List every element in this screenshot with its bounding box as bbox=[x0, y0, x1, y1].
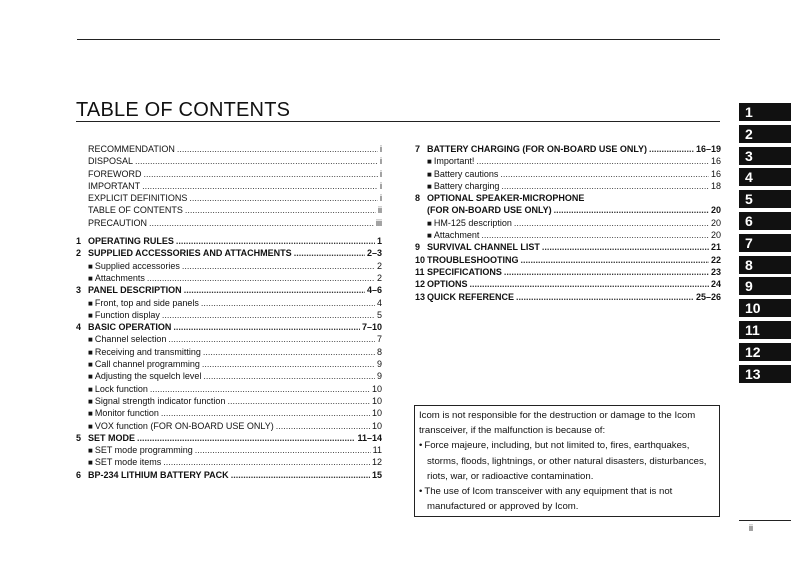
toc-leader-dots bbox=[586, 192, 719, 204]
bullet-marker: • bbox=[419, 486, 423, 498]
section-tabs bbox=[739, 103, 791, 386]
toc-entry-number: 1 bbox=[76, 236, 82, 247]
toc-entry-number bbox=[76, 192, 88, 204]
toc-leader-dots bbox=[203, 370, 375, 382]
disclaimer-item-text: Force majeure, including, but not limited to, fires, earthquakes, storms, floods, lightnings, or other natural disasters, disturbances, riots, war, or radioactive contamination. bbox=[424, 440, 707, 482]
toc-entry-number: 9 bbox=[415, 242, 421, 253]
toc-entry-page: 10 bbox=[371, 383, 382, 394]
toc-leader-dots bbox=[521, 254, 709, 266]
toc-entry[interactable] bbox=[415, 278, 721, 290]
toc-entry-text: Monitor function bbox=[94, 408, 159, 419]
toc-entry[interactable] bbox=[76, 247, 382, 259]
toc-entry-number bbox=[76, 143, 88, 155]
toc-leader-dots bbox=[142, 180, 378, 192]
toc-right-column bbox=[415, 143, 721, 303]
toc-entry-page: i bbox=[380, 156, 382, 167]
toc-entry[interactable] bbox=[76, 143, 382, 155]
toc-entry-number: 13 bbox=[415, 291, 426, 302]
bullet-square-icon: ■ bbox=[88, 396, 93, 406]
toc-entry-text: Attachments bbox=[94, 272, 145, 283]
toc-entry-label bbox=[88, 333, 166, 345]
toc-entry-text: Channel selection bbox=[94, 334, 167, 345]
toc-entry-label bbox=[88, 420, 274, 432]
toc-entry-label bbox=[427, 254, 519, 266]
toc-entry-number: 2 bbox=[76, 248, 82, 259]
bullet-square-icon: ■ bbox=[88, 458, 93, 468]
toc-entry-label bbox=[88, 168, 142, 180]
toc-entry[interactable] bbox=[76, 168, 382, 180]
toc-entry-number: 8 bbox=[415, 193, 421, 204]
toc-entry-label bbox=[88, 309, 160, 321]
toc-entry-label bbox=[88, 217, 147, 229]
toc-leader-dots bbox=[542, 241, 709, 253]
toc-entry-page: 16 bbox=[710, 168, 721, 179]
section-tab-10[interactable]: 10 bbox=[739, 299, 791, 317]
toc-leader-dots bbox=[227, 395, 370, 407]
toc-entry-page: 18 bbox=[710, 180, 721, 191]
toc-entry-page: 20 bbox=[710, 205, 721, 216]
toc-entry-label bbox=[427, 168, 498, 180]
bullet-square-icon: ■ bbox=[88, 360, 93, 370]
page-number-rule bbox=[739, 520, 791, 521]
disclaimer-item bbox=[419, 438, 715, 484]
toc-entry-label bbox=[427, 180, 499, 192]
toc-entry-label bbox=[88, 272, 145, 284]
toc-entry-text: RECOMMENDATION bbox=[88, 144, 175, 154]
toc-entry-page: 20 bbox=[710, 230, 721, 241]
toc-leader-dots bbox=[168, 333, 375, 345]
toc-entry[interactable] bbox=[76, 309, 382, 321]
toc-entry-number bbox=[76, 180, 88, 192]
toc-entry-label bbox=[427, 229, 479, 241]
toc-entry-text: SET MODE bbox=[88, 432, 136, 443]
bullet-marker: • bbox=[419, 440, 423, 452]
toc-entry-label bbox=[88, 180, 140, 192]
toc-entry-text: EXPLICIT DEFINITIONS bbox=[88, 193, 188, 204]
disclaimer-item-text: The use of Icom transceiver with any equipment that is not manufactured or approved by Icom. bbox=[424, 486, 673, 513]
toc-entry-text: VOX function (FOR ON-BOARD USE ONLY) bbox=[94, 420, 274, 431]
toc-entry-number: 4 bbox=[76, 322, 82, 333]
toc-entry-page: 7 bbox=[376, 334, 382, 345]
toc-entry-page: 23 bbox=[710, 266, 721, 277]
toc-entry[interactable] bbox=[76, 321, 382, 333]
toc-leader-dots bbox=[470, 278, 709, 290]
toc-entry-page: 7–10 bbox=[361, 322, 382, 333]
toc-leader-dots bbox=[202, 358, 375, 370]
toc-leader-dots bbox=[195, 444, 371, 456]
toc-entry-number: 11 bbox=[415, 266, 425, 277]
toc-entry-page: iii bbox=[376, 217, 382, 228]
bullet-square-icon: ■ bbox=[88, 409, 93, 419]
toc-entry-text: IMPORTANT bbox=[88, 180, 141, 191]
toc-entry-page: 11–14 bbox=[357, 432, 382, 443]
section-tab-13[interactable]: 13 bbox=[739, 365, 791, 383]
toc-entry[interactable] bbox=[415, 204, 721, 216]
toc-entry-page: ii bbox=[378, 205, 382, 216]
toc-entry-text: Battery cautions bbox=[433, 168, 499, 179]
toc-entry-text: SURVIVAL CHANNEL LIST bbox=[427, 242, 540, 253]
toc-entry-label bbox=[88, 192, 187, 204]
toc-entry-number bbox=[76, 155, 88, 167]
toc-entry-text: DISPOSAL bbox=[88, 156, 134, 167]
page-number: ii bbox=[749, 523, 753, 533]
toc-entry-page: 15 bbox=[371, 469, 382, 480]
toc-entry-page: 21 bbox=[710, 242, 721, 253]
disclaimer-intro: Icom is not responsible for the destruction or damage to the Icom transceiver, if the malfunction is because of: bbox=[419, 410, 696, 437]
toc-leader-dots bbox=[137, 432, 355, 444]
toc-entry-text: OPERATING RULES bbox=[88, 236, 174, 247]
toc-entry-page: 8 bbox=[376, 346, 382, 357]
toc-entry-label bbox=[88, 456, 161, 468]
toc-entry-page: 9 bbox=[376, 371, 382, 382]
toc-entry-text: BATTERY CHARGING (FOR ON-BOARD USE ONLY) bbox=[427, 144, 648, 154]
toc-entry-text: BP-234 LITHIUM BATTERY PACK bbox=[88, 469, 229, 480]
toc-entry-text: OPTIONS bbox=[427, 279, 468, 290]
disclaimer-list bbox=[419, 438, 715, 514]
toc-leader-dots bbox=[161, 407, 370, 419]
toc-leader-dots bbox=[185, 204, 376, 216]
toc-entry-label bbox=[427, 266, 502, 278]
toc-entry-page: 5 bbox=[376, 309, 382, 320]
toc-entry-page: i bbox=[380, 180, 382, 191]
toc-entry-text: PRECAUTION bbox=[88, 217, 148, 228]
toc-entry[interactable] bbox=[76, 297, 382, 309]
toc-entry-text: SET mode items bbox=[94, 457, 162, 468]
toc-entry[interactable] bbox=[76, 469, 382, 481]
toc-leader-dots bbox=[173, 321, 360, 333]
bullet-square-icon: ■ bbox=[427, 218, 432, 228]
toc-entry-text: QUICK REFERENCE bbox=[427, 291, 515, 302]
toc-entry-text: OPTIONAL SPEAKER-MICROPHONE bbox=[427, 193, 585, 204]
toc-leader-dots bbox=[649, 143, 694, 155]
toc-entry-page: i bbox=[380, 144, 382, 154]
toc-entry-label bbox=[88, 235, 174, 247]
toc-entry-label bbox=[88, 346, 201, 358]
toc-leader-dots bbox=[500, 168, 709, 180]
section-tab-8[interactable]: 8 bbox=[739, 256, 791, 274]
toc-entry[interactable] bbox=[415, 217, 721, 229]
toc-entry-number: 6 bbox=[76, 469, 82, 480]
toc-entry-label bbox=[88, 469, 229, 481]
toc-leader-dots bbox=[184, 284, 365, 296]
toc-entry-label bbox=[88, 284, 182, 296]
toc-entry-label bbox=[88, 370, 201, 382]
toc-entry-number bbox=[415, 204, 427, 216]
toc-entry[interactable] bbox=[76, 204, 382, 216]
top-rule bbox=[77, 39, 720, 40]
section-tab-11[interactable]: 11 bbox=[739, 321, 791, 339]
toc-entry-text: SPECIFICATIONS bbox=[427, 266, 502, 277]
toc-entry-text: HM-125 description bbox=[433, 217, 512, 228]
toc-leader-dots bbox=[177, 143, 378, 155]
toc-entry-text: BASIC OPERATION bbox=[88, 322, 172, 333]
toc-leader-dots bbox=[150, 383, 370, 395]
toc-entry-label bbox=[88, 143, 175, 155]
toc-leader-dots bbox=[149, 217, 374, 229]
toc-entry-page: 1 bbox=[376, 236, 382, 247]
section-tab-1[interactable]: 1 bbox=[739, 103, 791, 121]
toc-leader-dots bbox=[135, 155, 378, 167]
toc-entry-number: 10 bbox=[415, 254, 426, 265]
toc-entry[interactable] bbox=[76, 284, 382, 296]
toc-entry-label bbox=[88, 383, 148, 395]
toc-entry-text: Signal strength indicator function bbox=[94, 395, 226, 406]
toc-entry-label bbox=[88, 407, 159, 419]
toc-entry-page: 4–6 bbox=[366, 285, 382, 296]
toc-entry-label bbox=[427, 217, 512, 229]
toc-entry[interactable] bbox=[76, 407, 382, 419]
toc-entry[interactable] bbox=[76, 217, 382, 229]
toc-entry-text: Call channel programming bbox=[94, 359, 200, 370]
toc-entry[interactable] bbox=[76, 370, 382, 382]
toc-entry[interactable] bbox=[415, 180, 721, 192]
toc-entry[interactable] bbox=[76, 155, 382, 167]
toc-entry-page: 20 bbox=[710, 217, 721, 228]
toc-entry-text: Adjusting the squelch level bbox=[94, 371, 202, 382]
toc-entry-number: 12 bbox=[415, 279, 426, 290]
bullet-square-icon: ■ bbox=[88, 446, 93, 456]
toc-entry-page: 11 bbox=[372, 445, 382, 456]
toc-entry[interactable] bbox=[415, 266, 721, 278]
bullet-square-icon: ■ bbox=[88, 347, 93, 357]
toc-entry-page: 2 bbox=[376, 272, 382, 283]
bullet-square-icon: ■ bbox=[88, 273, 93, 283]
toc-entry-page: 4 bbox=[376, 297, 382, 308]
toc-entry-page: 24 bbox=[710, 279, 721, 290]
toc-entry-label bbox=[88, 260, 180, 272]
toc-entry[interactable] bbox=[76, 444, 382, 456]
toc-entry-text: PANEL DESCRIPTION bbox=[88, 285, 182, 296]
toc-entry[interactable] bbox=[415, 291, 721, 303]
bullet-square-icon: ■ bbox=[88, 298, 93, 308]
toc-entry[interactable] bbox=[415, 168, 721, 180]
toc-entry[interactable] bbox=[76, 192, 382, 204]
toc-entry-label bbox=[88, 358, 200, 370]
bullet-square-icon: ■ bbox=[427, 231, 432, 241]
toc-entry[interactable] bbox=[76, 180, 382, 192]
toc-left-column bbox=[76, 143, 382, 481]
toc-entry[interactable] bbox=[415, 241, 721, 253]
section-tab-12[interactable]: 12 bbox=[739, 343, 791, 361]
toc-entry-page: 10 bbox=[371, 420, 382, 431]
toc-entry-text: TABLE OF CONTENTS bbox=[88, 205, 183, 216]
toc-entry[interactable] bbox=[76, 395, 382, 407]
toc-leader-dots bbox=[231, 469, 370, 481]
toc-entry-label bbox=[88, 204, 183, 216]
toc-entry-label bbox=[88, 155, 133, 167]
toc-entry-number bbox=[76, 168, 88, 180]
toc-leader-dots bbox=[182, 260, 375, 272]
toc-entry-page: i bbox=[380, 168, 382, 179]
toc-leader-dots bbox=[276, 420, 370, 432]
toc-entry[interactable] bbox=[415, 143, 721, 155]
section-tab-9[interactable]: 9 bbox=[739, 277, 791, 295]
toc-leader-dots bbox=[294, 247, 365, 259]
toc-entry-label bbox=[427, 291, 514, 303]
toc-entry[interactable] bbox=[415, 254, 721, 266]
toc-leader-dots bbox=[162, 309, 375, 321]
toc-entry[interactable] bbox=[76, 456, 382, 468]
toc-entry-page: i bbox=[380, 193, 382, 204]
bullet-square-icon: ■ bbox=[88, 335, 93, 345]
toc-entry-text: Important! bbox=[433, 156, 475, 167]
toc-leader-dots bbox=[501, 180, 709, 192]
page-title: TABLE OF CONTENTS bbox=[76, 99, 291, 121]
toc-entry-label bbox=[88, 444, 193, 456]
bullet-square-icon: ■ bbox=[88, 310, 93, 320]
toc-entry-label bbox=[88, 432, 135, 444]
toc-entry-label bbox=[88, 395, 225, 407]
section-tab-4[interactable]: 4 bbox=[739, 168, 791, 186]
toc-leader-dots bbox=[163, 456, 370, 468]
bullet-square-icon: ■ bbox=[88, 372, 93, 382]
toc-leader-dots bbox=[516, 291, 694, 303]
toc-entry-page: 2–3 bbox=[366, 248, 382, 259]
toc-leader-dots bbox=[147, 272, 375, 284]
toc-entry-label bbox=[88, 297, 199, 309]
toc-entry-page: 2 bbox=[376, 260, 382, 271]
toc-leader-dots bbox=[189, 192, 378, 204]
toc-entry-text: Battery charging bbox=[433, 180, 500, 191]
toc-entry-text: Attachment bbox=[433, 230, 480, 241]
bullet-square-icon: ■ bbox=[88, 384, 93, 394]
toc-entry-label bbox=[427, 204, 552, 216]
section-tab-2[interactable]: 2 bbox=[739, 125, 791, 143]
section-tab-6[interactable]: 6 bbox=[739, 212, 791, 230]
toc-leader-dots bbox=[176, 235, 375, 247]
toc-entry[interactable] bbox=[415, 229, 721, 241]
title-rule bbox=[76, 121, 720, 122]
toc-entry[interactable] bbox=[76, 358, 382, 370]
toc-entry[interactable] bbox=[76, 383, 382, 395]
toc-entry[interactable] bbox=[76, 235, 382, 247]
toc-entry-label bbox=[88, 321, 171, 333]
toc-leader-dots bbox=[201, 297, 375, 309]
toc-entry-text: Supplied accessories bbox=[94, 260, 180, 271]
toc-entry-page: 22 bbox=[710, 254, 721, 265]
toc-leader-dots bbox=[514, 217, 709, 229]
toc-entry-label bbox=[88, 247, 292, 259]
toc-entry-text: TROUBLESHOOTING bbox=[427, 254, 519, 265]
toc-entry-text: Front, top and side panels bbox=[94, 297, 199, 308]
toc-leader-dots bbox=[144, 168, 379, 180]
toc-leader-dots bbox=[554, 204, 709, 216]
section-tab-7[interactable]: 7 bbox=[739, 234, 791, 252]
bullet-square-icon: ■ bbox=[88, 261, 93, 271]
toc-entry-page: 10 bbox=[371, 408, 382, 419]
toc-entry[interactable] bbox=[76, 432, 382, 444]
bullet-square-icon: ■ bbox=[88, 421, 93, 431]
toc-entry-page: 25–26 bbox=[695, 291, 721, 302]
section-tab-5[interactable]: 5 bbox=[739, 190, 791, 208]
toc-entry[interactable] bbox=[415, 155, 721, 167]
toc-entry-text: Receiving and transmitting bbox=[94, 346, 201, 357]
toc-entry[interactable] bbox=[76, 420, 382, 432]
toc-leader-dots bbox=[203, 346, 375, 358]
toc-entry[interactable] bbox=[76, 272, 382, 284]
toc-entry-number: 5 bbox=[76, 432, 82, 443]
bullet-square-icon: ■ bbox=[427, 181, 432, 191]
bullet-square-icon: ■ bbox=[427, 169, 432, 179]
toc-entry[interactable] bbox=[76, 346, 382, 358]
toc-entry-number: 3 bbox=[76, 285, 82, 296]
disclaimer-box bbox=[414, 405, 720, 517]
toc-entry-number bbox=[76, 217, 88, 229]
disclaimer-item bbox=[419, 484, 715, 514]
toc-leader-dots bbox=[481, 229, 709, 241]
toc-entry-label bbox=[427, 143, 647, 155]
toc-entry-text: (FOR ON-BOARD USE ONLY) bbox=[427, 205, 552, 216]
toc-entry-label bbox=[427, 278, 468, 290]
toc-entry-number bbox=[76, 204, 88, 216]
toc-entry-text: Lock function bbox=[94, 383, 148, 394]
toc-entry-page: 10 bbox=[371, 395, 382, 406]
toc-entry-text: SUPPLIED ACCESSORIES AND ATTACHMENTS bbox=[88, 248, 292, 259]
toc-entry[interactable] bbox=[415, 192, 721, 204]
toc-entry-text: SET mode programming bbox=[94, 445, 193, 456]
toc-entry-page: 12 bbox=[371, 457, 382, 468]
toc-entry[interactable] bbox=[76, 260, 382, 272]
toc-leader-dots bbox=[476, 155, 709, 167]
toc-entry-text: Function display bbox=[94, 309, 160, 320]
toc-entry-label bbox=[427, 192, 584, 204]
toc-entry-number: 7 bbox=[415, 144, 421, 154]
toc-entry-label bbox=[427, 241, 540, 253]
toc-entry-page: 16 bbox=[710, 156, 721, 167]
toc-entry-label bbox=[427, 155, 474, 167]
toc-entry-text: FOREWORD bbox=[88, 168, 142, 179]
toc-entry[interactable] bbox=[76, 333, 382, 345]
section-tab-3[interactable]: 3 bbox=[739, 147, 791, 165]
toc-entry-page: 9 bbox=[376, 359, 382, 370]
bullet-square-icon: ■ bbox=[427, 157, 432, 167]
toc-leader-dots bbox=[504, 266, 709, 278]
toc-entry-page: 16–19 bbox=[695, 144, 721, 154]
